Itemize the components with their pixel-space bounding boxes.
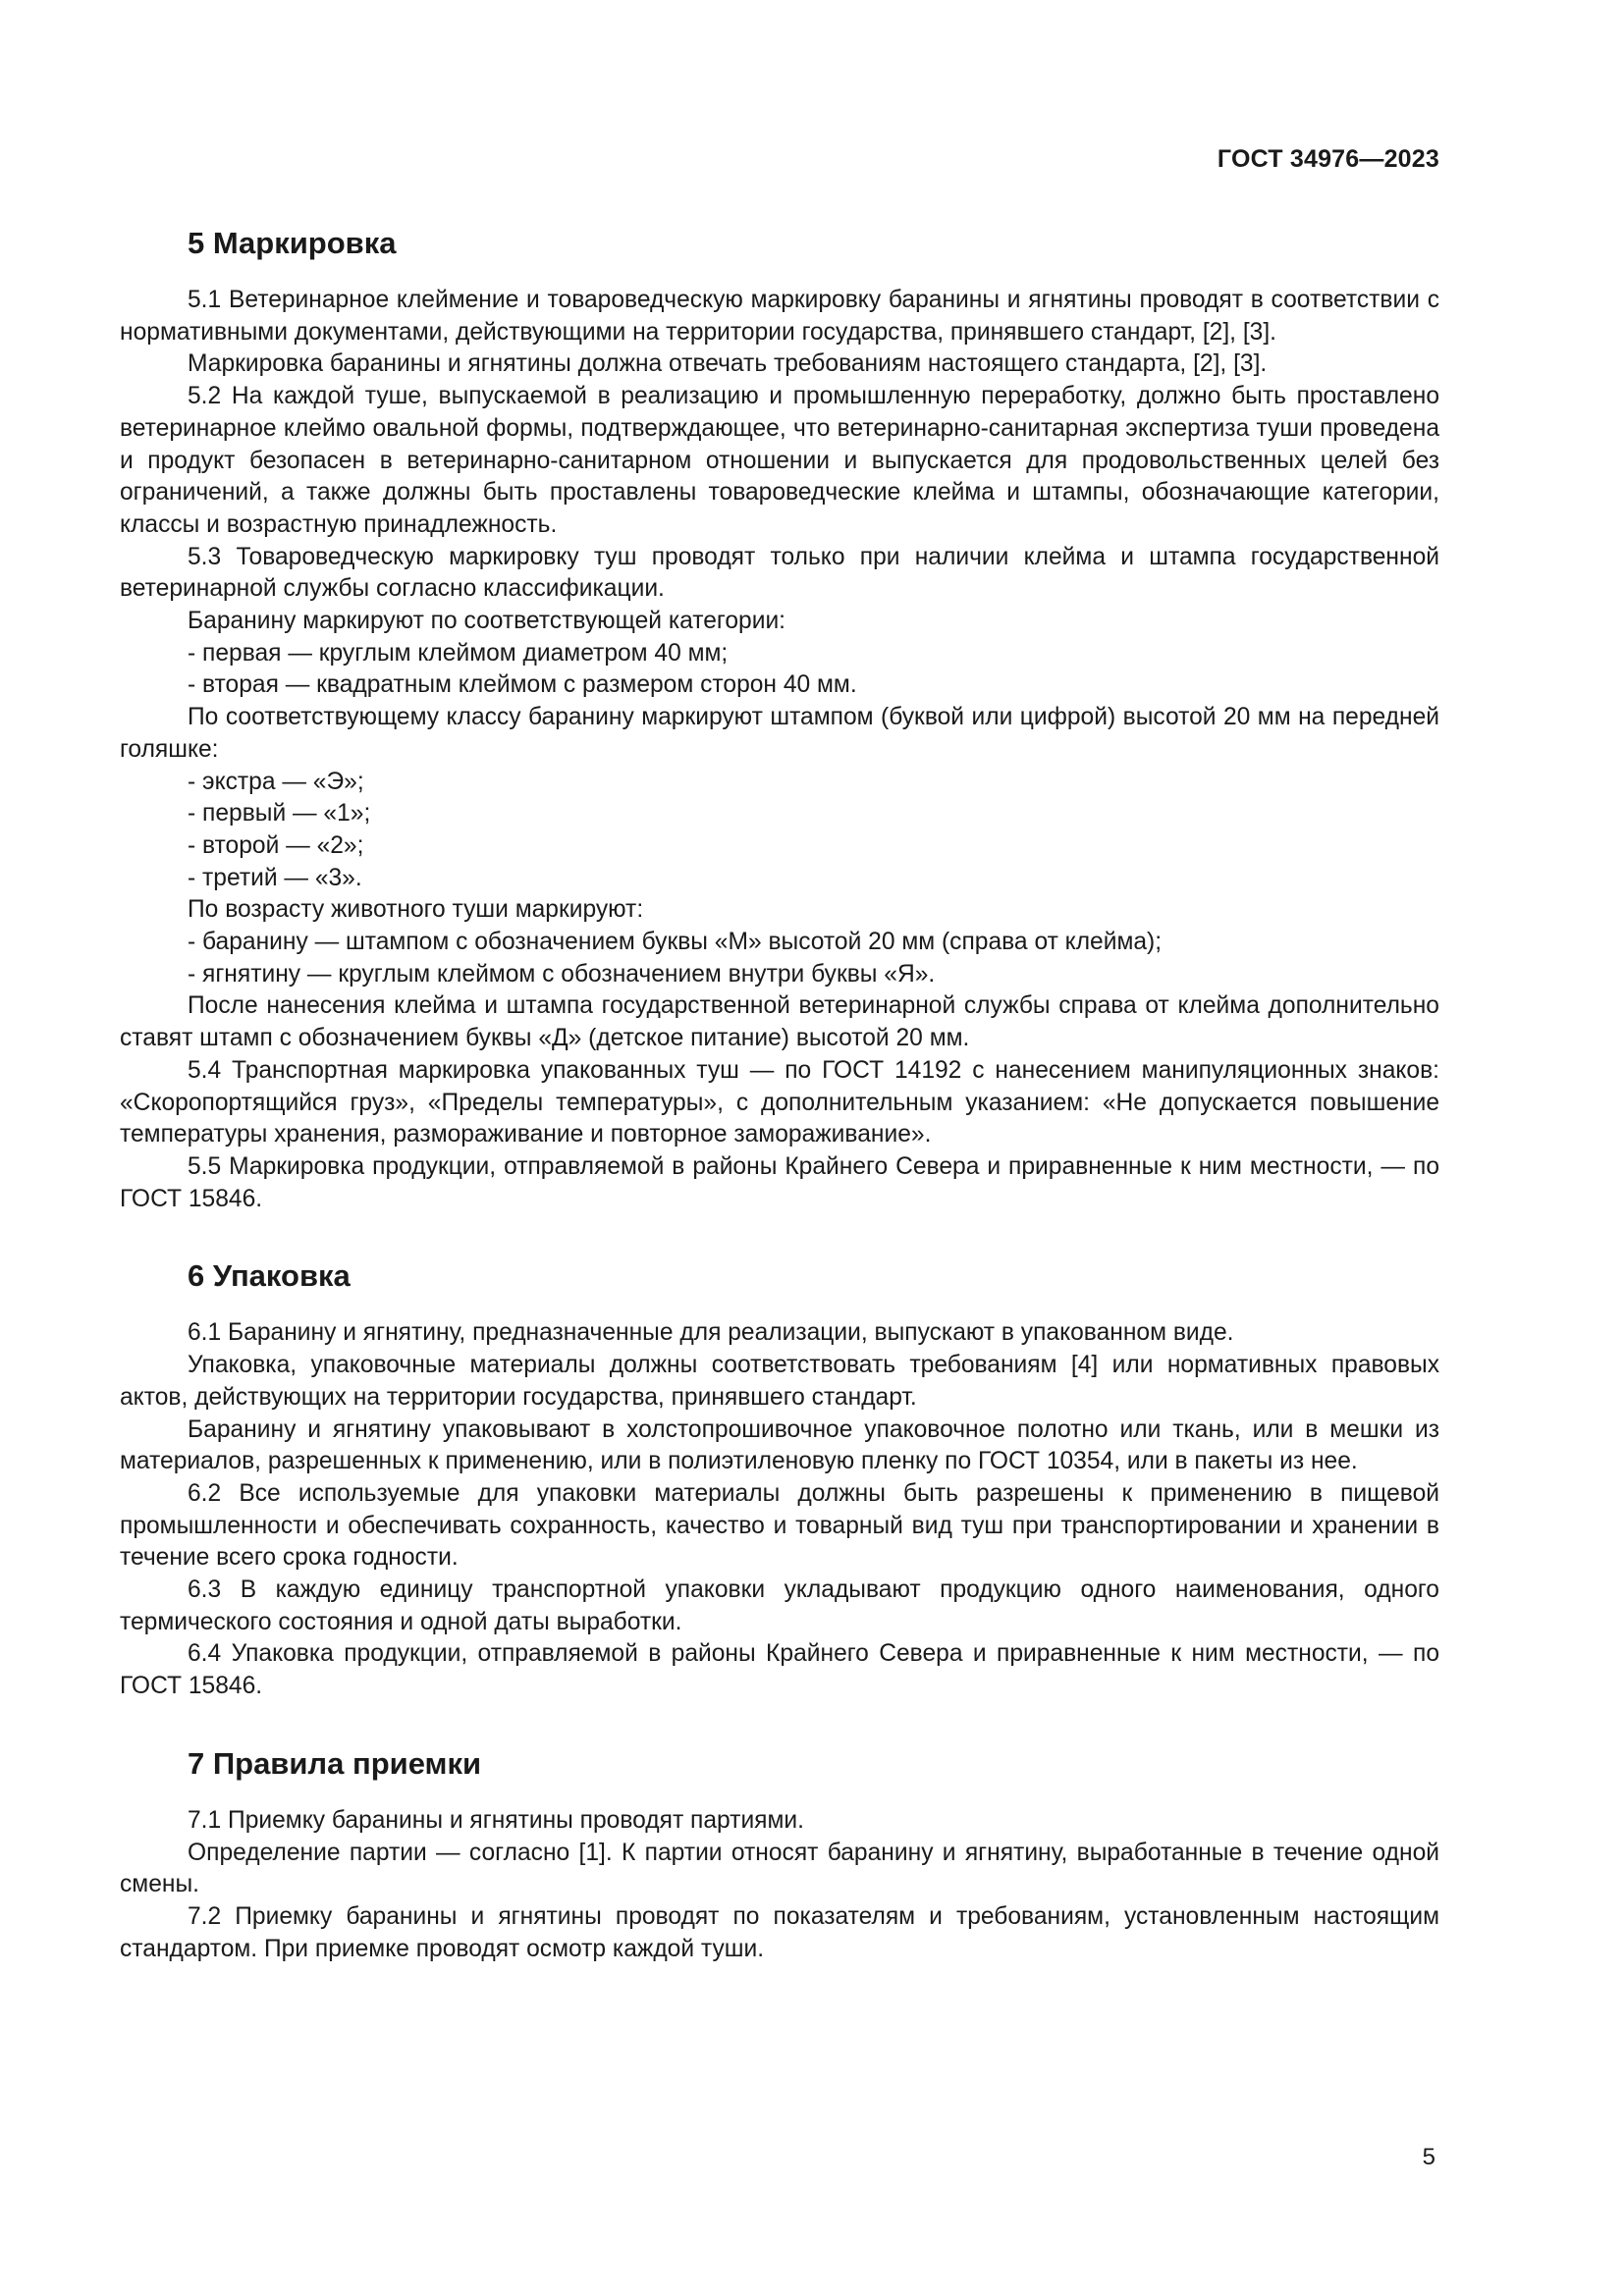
paragraph: 6.1 Баранину и ягнятину, предназначенные для реализации, выпускают в упакованном виде. xyxy=(188,1319,1234,1347)
paragraph: 5.2 На каждой туше, выпускаемой в реализацию и промышленную переработку, должно быть проставлено ветеринарное клеймо овальной формы, подтверждающее, что ветеринарно-санитарная экспертиза туши проведена и продукт безопасен в ветеринарно-санитарном отношении и выпускается для продовольственных целей без ограничений, а также должны быть проставлены товароведческие клейма и штампы, обозначающие категории, классы и возрастную принадлежность. xyxy=(120,383,1439,538)
paragraph: 5.3 Товароведческую маркировку туш проводят только при наличии клейма и штампа государственной ветеринарной службы согласно классификации. xyxy=(120,543,1439,603)
paragraph: 6.2 Все используемые для упаковки материалы должны быть разрешены к применению в пищевой промышленности и обеспечивать сохранность, качество и товарный вид туш при транспортировании и хранении в течение всего срока годности. xyxy=(120,1479,1439,1572)
page-number: 5 xyxy=(1422,2144,1435,2170)
paragraph: По соответствующему классу баранину маркируют штампом (буквой или цифрой) высотой 20 мм на передней голяшке: xyxy=(120,704,1439,763)
paragraph: 5.5 Маркировка продукции, отправляемой в районы Крайнего Севера и приравненные к ним местности, — по ГОСТ 15846. xyxy=(120,1152,1439,1212)
paragraph: Упаковка, упаковочные материалы должны соответствовать требованиям [4] или нормативных правовых актов, действующих на территории государства, принявшего стандарт. xyxy=(120,1352,1439,1411)
document-id-header: ГОСТ 34976—2023 xyxy=(1217,145,1439,173)
list-item: - второй — «2»; xyxy=(188,831,364,859)
section-title: 7 Правила приемки xyxy=(188,1745,482,1781)
document-body xyxy=(120,224,1439,1965)
paragraph: Баранину маркируют по соответствующей категории: xyxy=(188,608,786,635)
section-title: 6 Упаковка xyxy=(188,1258,351,1294)
paragraph: Маркировка баранины и ягнятины должна отвечать требованиям настоящего стандарта, [2], [3]. xyxy=(188,350,1268,378)
section-gap xyxy=(120,1215,1439,1256)
list-item: - ягнятину — круглым клеймом с обозначением внутри буквы «Я». xyxy=(188,960,936,988)
paragraph: Определение партии — согласно [1]. К партии относят баранину и ягнятину, выработанные в течение одной смены. xyxy=(120,1839,1439,1898)
list-item: - первая — круглым клеймом диаметром 40 мм; xyxy=(188,639,729,667)
paragraph: По возрасту животного туши маркируют: xyxy=(188,896,644,924)
paragraph: 6.4 Упаковка продукции, отправляемой в районы Крайнего Севера и приравненные к ним местности, — по ГОСТ 15846. xyxy=(120,1640,1439,1700)
section-title: 5 Маркировка xyxy=(188,226,397,260)
paragraph: 5.1 Ветеринарное клеймение и товароведческую маркировку баранины и ягнятины проводят в соответствии с нормативными документами, действующими на территории государства, принявшего стандарт, [2], [3]. xyxy=(120,287,1439,346)
list-item: - вторая — квадратным клеймом с размером сторон 40 мм. xyxy=(188,671,857,699)
list-item: - баранину — штампом с обозначением буквы «М» высотой 20 мм (справа от клейма); xyxy=(188,929,1163,956)
section-gap xyxy=(120,1703,1439,1744)
list-item: - первый — «1»; xyxy=(188,800,371,828)
paragraph: 6.3 В каждую единицу транспортной упаковки укладывают продукцию одного наименования, одного термического состояния и одной даты выработки. xyxy=(120,1576,1439,1635)
paragraph: Баранину и ягнятину упаковывают в холстопрошивочное упаковочное полотно или ткань, или в мешки из материалов, разрешенных к применению, или в полиэтиленовую пленку по ГОСТ 10354, или в пакеты из нее. xyxy=(120,1415,1439,1475)
paragraph: 7.1 Приемку баранины и ягнятины проводят партиями. xyxy=(188,1806,804,1834)
paragraph: После нанесения клейма и штампа государственной ветеринарной службы справа от клейма дополнительно ставят штамп с обозначением буквы «Д» (детское питание) высотой 20 мм. xyxy=(120,992,1439,1052)
list-item: - экстра — «Э»; xyxy=(188,768,364,795)
paragraph: 7.2 Приемку баранины и ягнятины проводят по показателям и требованиям, установленным настоящим стандартом. При приемке проводят осмотр каждой туши. xyxy=(120,1902,1439,1962)
paragraph: 5.4 Транспортная маркировка упакованных туш — по ГОСТ 14192 с нанесением манипуляционных знаков: «Скоропортящийся груз», «Пределы температуры», с дополнительным указанием: «Не допускается повышение температуры хранения, размораживание и повторное замораживание». xyxy=(120,1056,1439,1148)
list-item: - третий — «3». xyxy=(188,864,362,891)
